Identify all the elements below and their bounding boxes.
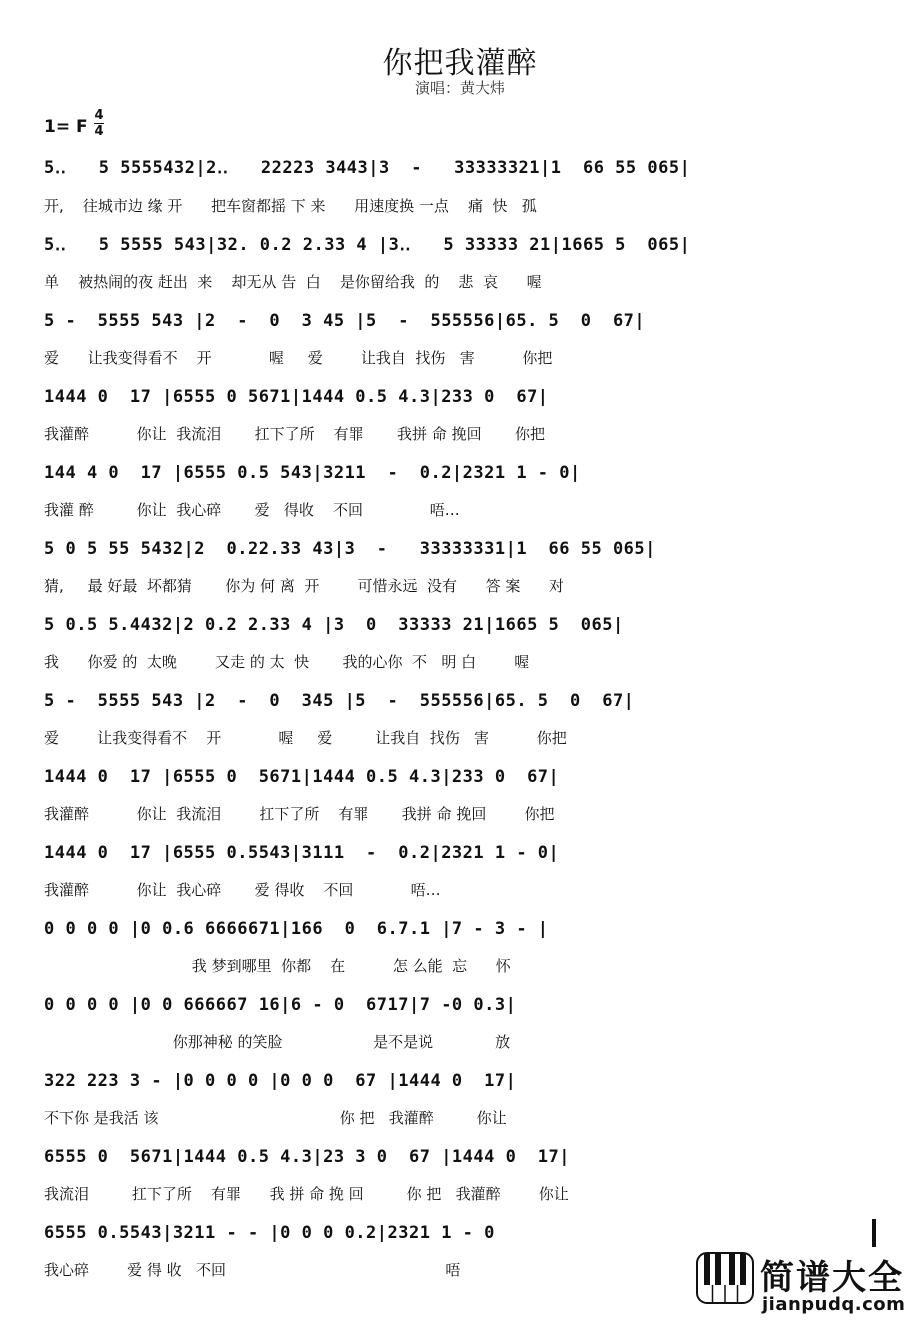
site-logo[interactable] — [696, 1250, 918, 1320]
final-barline — [872, 1219, 876, 1247]
notation-row: 5‥ 5 5555 543|32. 0.2 2.33 4 |3‥ 5 33333 21|1665 5 065| — [44, 235, 691, 255]
notation-row: 5 - 5555 543 |2 - 0 345 |5 - 555556|65. 5 0 67| — [44, 691, 635, 711]
notation-row: 1444 0 17 |6555 0 5671|1444 0.5 4.3|233 0 67| — [44, 387, 549, 407]
notation-row: 6555 0 5671|1444 0.5 4.3|23 3 0 67 |1444 0 17| — [44, 1147, 571, 1167]
lyrics-row: 我灌醉 你让 我心碎 爱 得收 不回 唔… — [44, 881, 441, 899]
notation-row: 5 0 5 55 5432|2 0.22.33 43|3 - 33333331|1 66 55 065| — [44, 539, 656, 559]
notation-row: 1444 0 17 |6555 0 5671|1444 0.5 4.3|233 0 67| — [44, 767, 560, 787]
logo-url: jianpudq.com — [762, 1294, 906, 1315]
logo-text: 简谱大全 — [760, 1258, 904, 1298]
lyrics-row: 我心碎 爱 得 收 不回 唔 — [44, 1261, 461, 1279]
lyrics-row: 我 梦到哪里 你都 在 怎 么能 忘 怀 — [44, 957, 511, 975]
lyrics-row: 不下你 是我活 该 你 把 我灌醉 你让 — [44, 1109, 507, 1127]
lyrics-row: 单 被热闹的夜 赶出 来 却无从 告 白 是你留给我 的 悲 哀 喔 — [44, 273, 542, 291]
lyrics-row: 你那神秘 的笑脸 是不是说 放 — [44, 1033, 511, 1051]
lyrics-row: 我流泪 扛下了所 有罪 我 拼 命 挽 回 你 把 我灌醉 你让 — [44, 1185, 569, 1203]
notation-row: 6555 0.5543|3211 - - |0 0 0 0.2|2321 1 - 0 — [44, 1223, 495, 1243]
lyrics-row: 我灌 醉 你让 我心碎 爱 得收 不回 唔… — [44, 501, 460, 519]
notation-row: 0 0 0 0 |0 0.6 6666671|166 0 6.7.1 |7 - 3 - | — [44, 919, 549, 939]
singer-credit: 演唱：黄大炜 — [414, 79, 505, 97]
lyrics-row: 我灌醉 你让 我流泪 扛下了所 有罪 我拼 命 挽回 你把 — [44, 805, 555, 823]
lyrics-row: 开, 往城市边 缘 开 把车窗都摇 下 来 用速度换 一点 痛 快 孤 — [44, 197, 537, 215]
notation-row: 0 0 0 0 |0 0 666667 16|6 - 0 6717|7 -0 0.3| — [44, 995, 517, 1015]
lyrics-row: 我灌醉 你让 我流泪 扛下了所 有罪 我拼 命 挽回 你把 — [44, 425, 545, 443]
time-signature-bottom: 4 — [94, 124, 104, 139]
lyrics-row: 猜, 最 好最 坏都猜 你为 何 离 开 可惜永远 没有 答 案 对 — [44, 577, 565, 595]
notation-row: 144 4 0 17 |6555 0.5 543|3211 - 0.2|2321 1 - 0| — [44, 463, 581, 483]
time-signature — [94, 108, 104, 139]
lyrics-row: 我 你爱 的 太晚 又走 的 太 快 我的心你 不 明 白 喔 — [44, 653, 530, 671]
piano-keys-icon — [696, 1252, 754, 1304]
notation-row: 5 - 5555 543 |2 - 0 3 45 |5 - 555556|65. 5 0 67| — [44, 311, 646, 331]
notation-row: 1444 0 17 |6555 0.5543|3111 - 0.2|2321 1 - 0| — [44, 843, 560, 863]
lyrics-row: 爱 让我变得看不 开 喔 爱 让我自 找伤 害 你把 — [44, 729, 567, 747]
notation-row: 322 223 3 - |0 0 0 0 |0 0 0 67 |1444 0 17| — [44, 1071, 517, 1091]
notation-row: 5 0.5 5.4432|2 0.2 2.33 4 |3 0 33333 21|1665 5 065| — [44, 615, 624, 635]
song-title: 你把我灌醉 — [382, 46, 538, 81]
time-signature-top: 4 — [94, 108, 104, 123]
key-signature: 1= F — [44, 117, 88, 137]
notation-row: 5‥ 5 5555432|2‥ 22223 3443|3 - 33333321|1 66 55 065| — [44, 158, 691, 178]
lyrics-row: 爱 让我变得看不 开 喔 爱 让我自 找伤 害 你把 — [44, 349, 553, 367]
